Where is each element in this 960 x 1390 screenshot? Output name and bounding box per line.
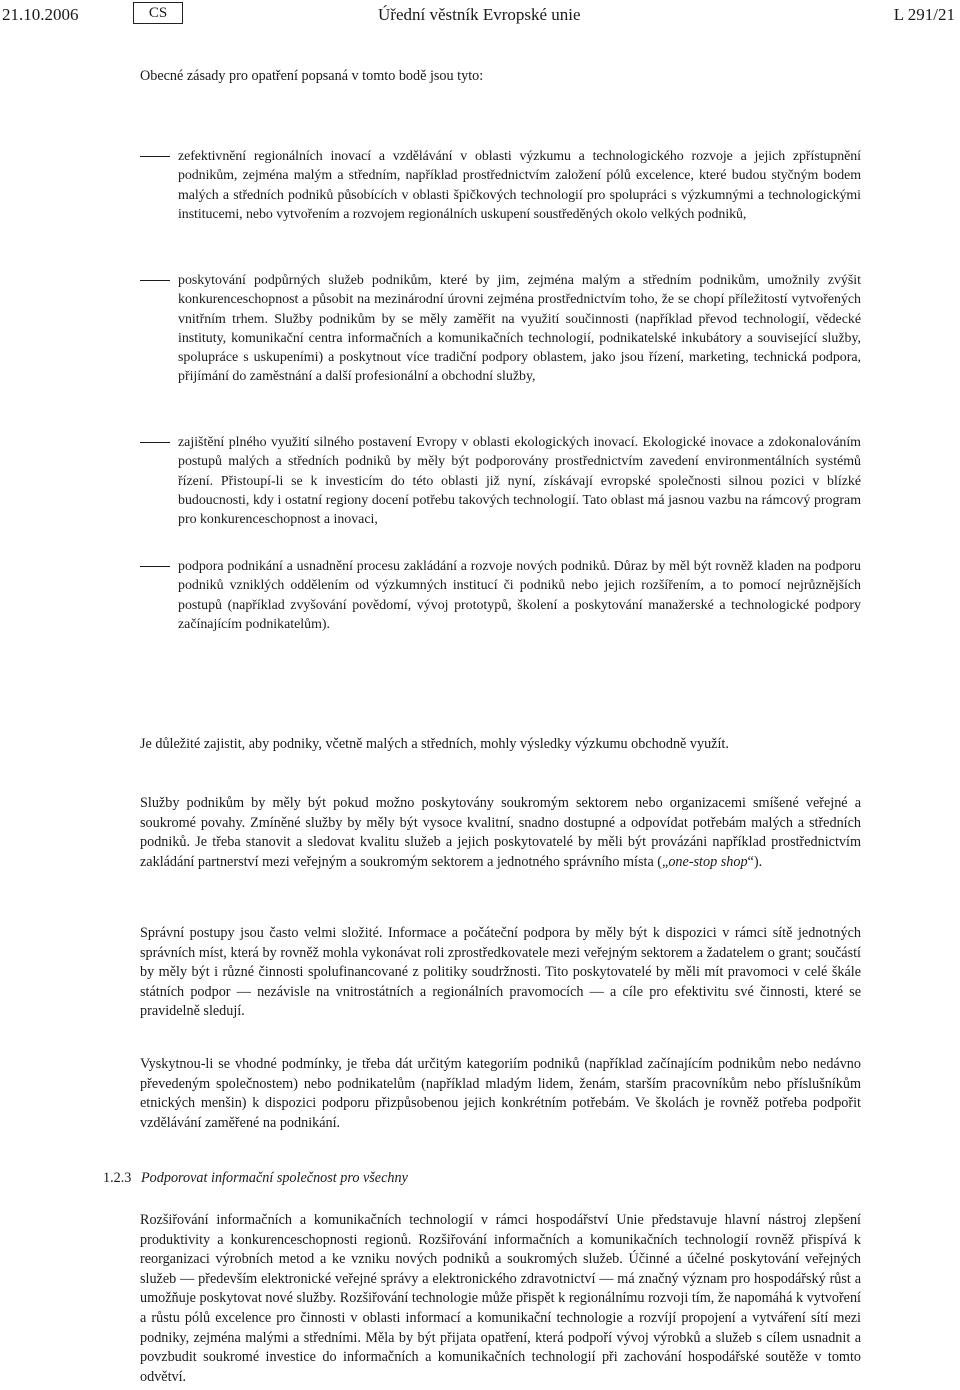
section-number: 1.2.3 (103, 1170, 132, 1186)
dash-marker (140, 156, 170, 157)
body-paragraph: Je důležité zajistit, aby podniky, včetně malých a středních, mohly výsledky výzkumu obchodně využít. (140, 736, 729, 752)
bullet-item (140, 433, 861, 529)
italic-term: one-stop shop (668, 853, 748, 870)
intro-paragraph: Obecné zásady pro opatření popsaná v tomto bodě jsou tyto: (140, 68, 484, 84)
body-paragraph (140, 794, 861, 872)
dash-marker (140, 566, 170, 567)
section-heading (103, 1168, 408, 1188)
dash-marker (140, 280, 170, 281)
bullet-text: zefektivnění regionálních inovací a vzdělávání v oblasti výzkumu a technologického rozvoje a jejich zpřístupnění podnikům, zejména malým a středním, například prostřednictvím založení pólů excelence, které budou styčným bodem malých a středních podniků působících v oblasti špičkových technologií pro spolupráci s výzkumnými a technologickými institucemi, nebo vytvořením a rozvojem regionálních uskupení soustředěných okolo velkých podniků, (178, 149, 861, 222)
bullet-text: podpora podnikání a usnadnění procesu zakládání a rozvoje nových podniků. Důraz by měl být rovněž kladen na podporu podniků vzniklých oddělením od výzkumných institucí či podniků nebo jejich rozšířením, a to pomocí nejrůznějších postupů (například zvyšování povědomí, vývoj prototypů, školení a poskytování manažerské a technologické podpory začínajícím podnikatelům). (178, 559, 861, 632)
journal-title: Úřední věstník Evropské unie (378, 5, 581, 24)
page-number: L 291/21 (893, 5, 955, 24)
paragraph-text: “). (747, 853, 763, 870)
bullet-item (140, 557, 861, 634)
body-paragraph: Vyskytnou-li se vhodné podmínky, je třeba dát určitým kategoriím podniků (například začínajícím podnikům nebo nedávno převedeným společnostem) nebo podnikatelům (například mladým lidem, ženám, starším pracovníkům nebo příslušníkům etnických menšin) k dispozici podporu přizpůsobenou jejich konkrétním potřebám. Ve školách je rovněž potřeba podpořit vzdělávání zaměřené na podnikání. (140, 1056, 861, 1131)
bullet-text: poskytování podpůrných služeb podnikům, které by jim, zejména malým a středním podnikům, umožnily zvýšit konkurenceschopnost a působit na mezinárodní úrovni zejména prostřednictvím toho, že se chopí příležitostí vytvořených vnitřním trhem. Služby podnikům by se měly zaměřit na využití součinnosti (například převod technologií, vědecké instituty, komunikační centra informačních a komunikačních technologií, podnikatelské inkubátory a související služby, spolupráce s uskupeními) a poskytnout více tradiční podpory oblastem, jako jsou řízení, marketing, technická podpora, přijímání do zaměstnání a další profesionální a obchodní služby, (178, 273, 861, 385)
body-paragraph: Rozšiřování informačních a komunikačních technologií v rámci hospodářství Unie představuje hlavní nástroj zlepšení produktivity a konkurenceschopnosti regionů. Rozšiřování informačních a komunikačních technologií rovněž přispívá k reorganizaci výrobních metod a ke vzniku nových podniků a soukromých služeb. Účinné a účelné poskytování veřejných služeb — především elektronické veřejné správy a elektronického zdravotnictví — má značný význam pro hospodářský růst a umožňuje poskytovat nové služby. Rozšiřování technologie může přispět k regionálnímu rozvoji tím, že napomáhá k vytvoření a růstu pólů excelence pro činnosti v oblasti informací a komunikační technologie a rozvíjí propojení a vytváření sítí mezi podniky, zejména malými a středními. Měla by být přijata opatření, která podpoří vývoj výrobků a služeb s cílem usnadnit a povzbudit soukromé investice do informačních a komunikačních technologií při zachování hospodářské soutěže v tomto odvětví. (140, 1212, 861, 1385)
paragraph-text: Služby podnikům by měly být pokud možno poskytovány soukromým sektorem nebo organizacemi smíšené veřejné a soukromé povahy. Zmíněné služby by měly být vysoce kvalitní, snadno dostupné a odpovídat potřebám malých a středních podniků. Je třeba stanovit a sledovat kvalitu služeb a jejich poskytovatelé by měli být provázáni například prostřednictvím zakládání partnerství mezi veřejným a soukromým sektorem a jednotného správního místa („ (140, 795, 861, 870)
bullet-item (140, 271, 861, 387)
page-header (0, 4, 960, 32)
bullet-text: zajištění plného využití silného postavení Evropy v oblasti ekologických inovací. Ekologické inovace a zdokonalováním postupů malých a středních podniků by měly být podporovány prostřednictvím zavedení environmentálních systémů řízení. Přistoupí-li se k investicím do této oblasti již nyní, získávají evropské společnosti silnou pozici v blízké budoucnosti, kdy i ostatní regiony docení potřebu takových technologií. Tato oblast má jasnou vazbu na rámcový program pro konkurenceschopnost a inovaci, (178, 435, 861, 528)
bullet-item (140, 147, 861, 224)
publication-date: 21.10.2006 (2, 5, 79, 24)
dash-marker (140, 442, 170, 443)
body-paragraph: Správní postupy jsou často velmi složité. Informace a počáteční podpora by měly být k dispozici v rámci sítě jednotných správních míst, která by rovněž mohla vykonávat roli zprostředkovatele mezi veřejným sektorem a žadatelem o grant; součástí by měly být i různé činnosti spolufinancované z politiky soudržnosti. Tito poskytovatelé by měli mít pravomoci v celé škále státních podpor — nezávisle na vnitrostátních a regionálních pravomocích — a cíle pro efektivitu své činnosti, které se pravidelně sledují. (140, 925, 861, 1020)
section-title: Podporovat informační společnost pro všechny (141, 1170, 408, 1186)
language-badge: CS (133, 2, 183, 24)
